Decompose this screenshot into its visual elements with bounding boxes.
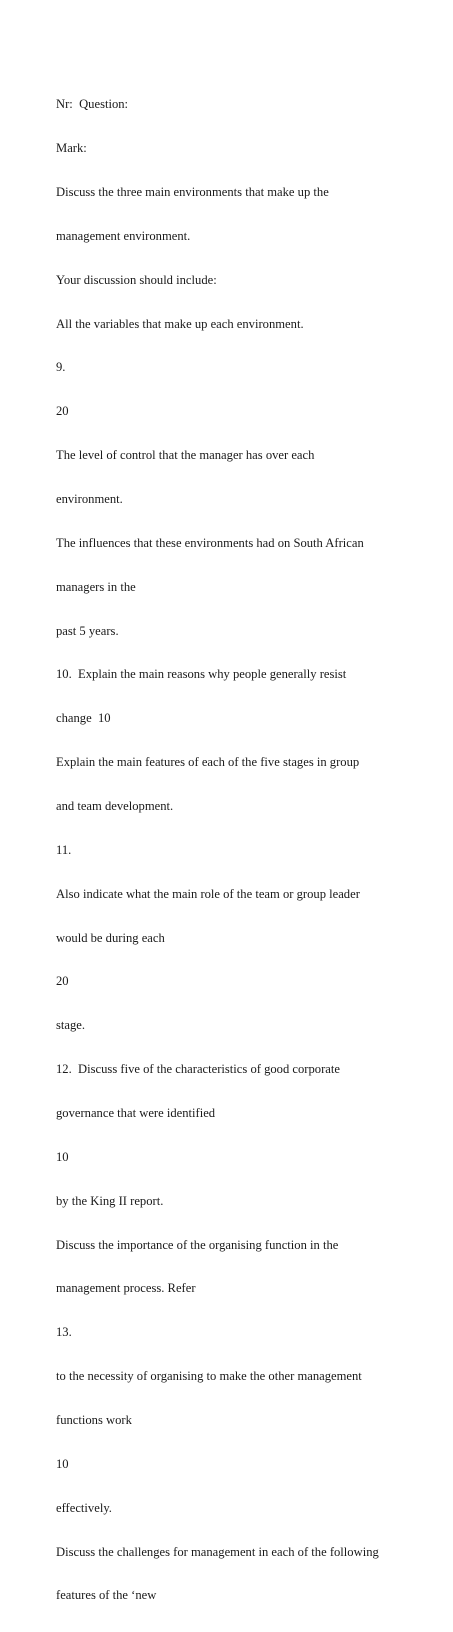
text-line: to the necessity of organising to make the other management (56, 1369, 362, 1384)
text-line: features of the ‘new (56, 1588, 157, 1603)
text-line: managers in the (56, 579, 136, 594)
text-line: Nr: Question: (56, 97, 129, 112)
text-line: management environment. (56, 228, 191, 243)
text-line: 9. (56, 360, 66, 375)
text-line: Your discussion should include: (56, 272, 217, 287)
text-line: change 10 (56, 711, 111, 726)
text-line: 20 (56, 404, 69, 419)
text-line: Discuss the three main environments that make up the (56, 184, 329, 199)
text-line: 13. (56, 1325, 72, 1340)
text-line: functions work (56, 1413, 132, 1428)
text-line: Discuss the importance of the organising function in the (56, 1237, 339, 1252)
text-line: Also indicate what the main role of the team or group leader (56, 886, 360, 901)
text-line: past 5 years. (56, 623, 119, 638)
text-line: 10. Explain the main reasons why people generally resist (56, 667, 347, 682)
text-line: effectively. (56, 1500, 112, 1515)
text-line: 10 (56, 1456, 69, 1471)
text-line: The level of control that the manager has over each (56, 448, 315, 463)
text-line: The influences that these environments had on South African (56, 535, 364, 550)
text-line: would be during each (56, 930, 165, 945)
text-line: 10 (56, 1149, 69, 1164)
text-line: 12. Discuss five of the characteristics of good corporate (56, 1062, 340, 1077)
text-line: environment. (56, 491, 123, 506)
text-line: 11. (56, 842, 72, 857)
text-line: All the variables that make up each environment. (56, 316, 304, 331)
text-line: stage. (56, 1018, 86, 1033)
text-line: 20 (56, 974, 69, 989)
text-line: Discuss the challenges for management in each of the following (56, 1544, 379, 1559)
text-line: Explain the main features of each of the five stages in group (56, 755, 360, 770)
text-line: management process. Refer (56, 1281, 196, 1296)
text-line: by the King II report. (56, 1193, 164, 1208)
text-line: and team development. (56, 799, 174, 813)
document-text (56, 68, 436, 1632)
text-line: governance that were identified (56, 1106, 216, 1121)
text-line: Mark: (56, 141, 87, 156)
